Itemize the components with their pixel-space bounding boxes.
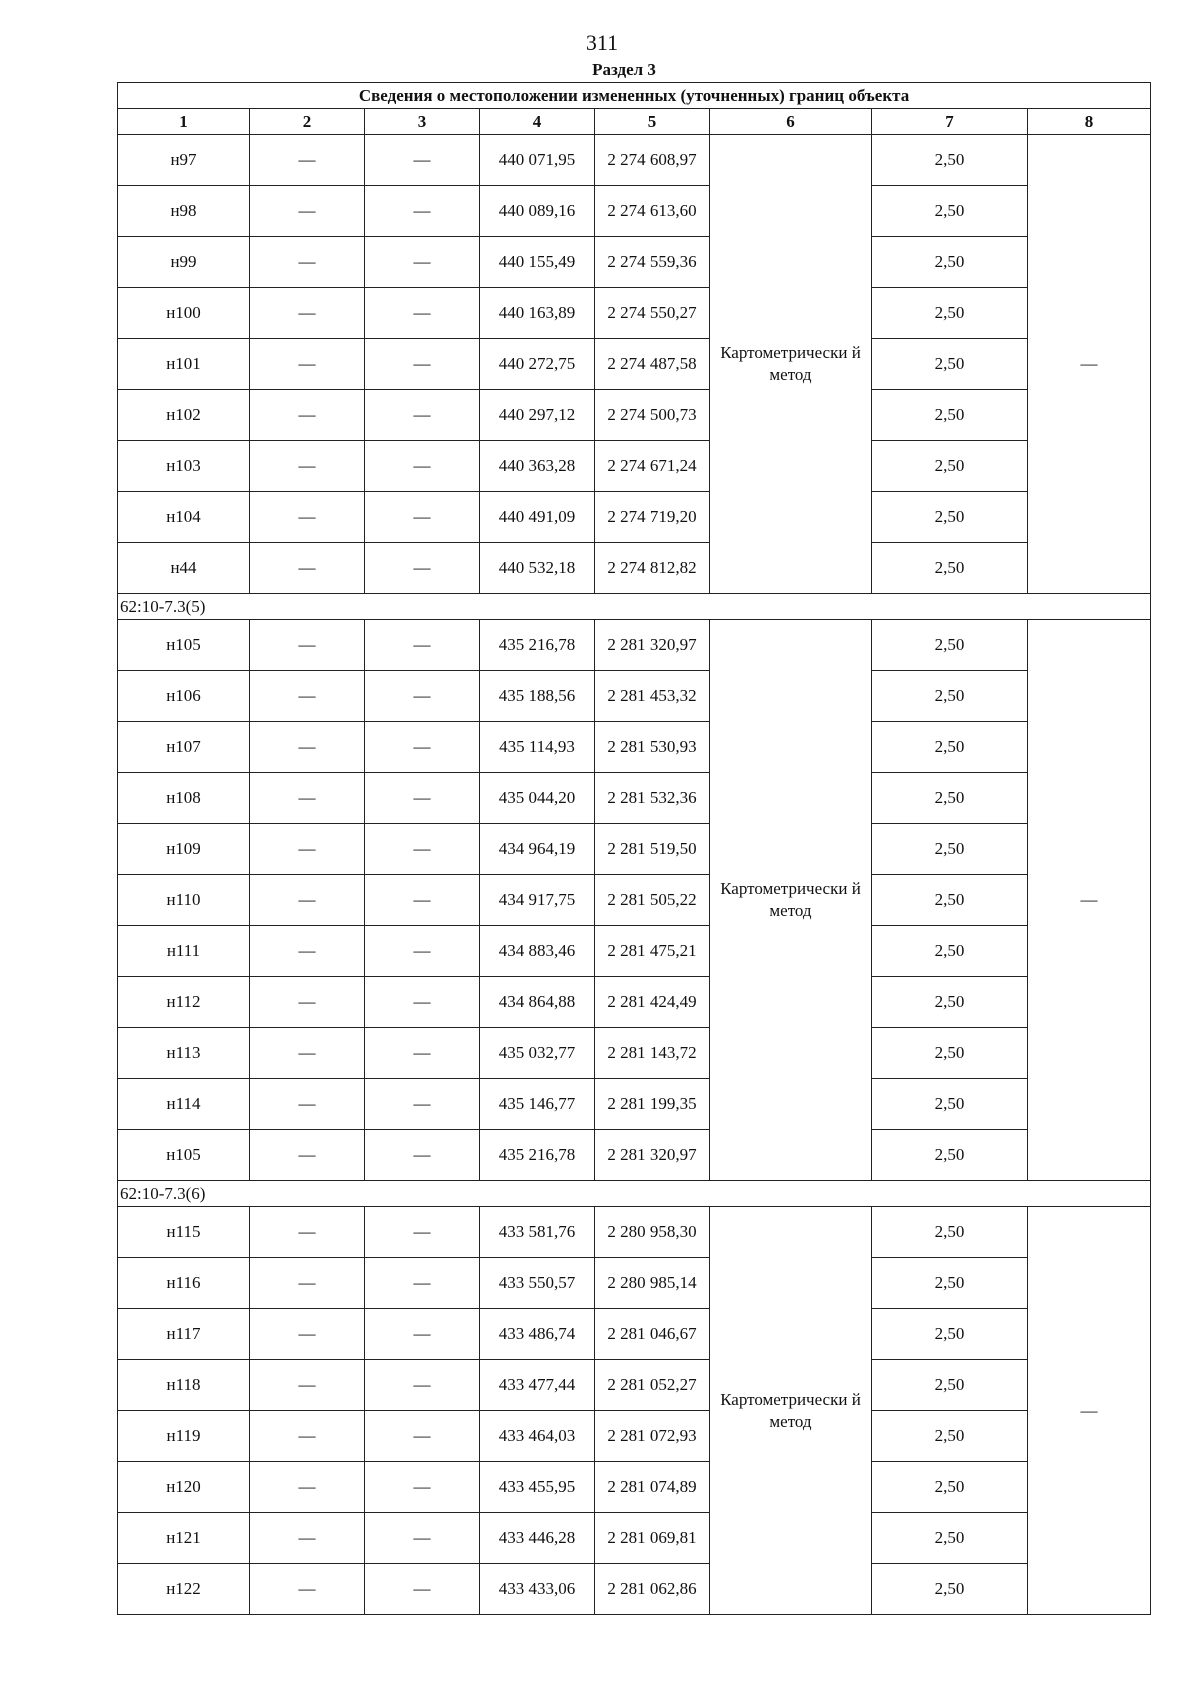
x-coordinate-cell: 435 216,78 [480, 1130, 595, 1181]
x-coordinate-cell: 435 032,77 [480, 1028, 595, 1079]
table-body [118, 135, 1151, 1615]
x-coordinate-cell: 435 216,78 [480, 620, 595, 671]
x-coordinate-cell: 433 581,76 [480, 1207, 595, 1258]
col3-cell: — [365, 1513, 480, 1564]
point-name-cell: н120 [118, 1462, 250, 1513]
precision-cell: 2,50 [872, 1028, 1028, 1079]
col3-cell: — [365, 824, 480, 875]
col3-cell: — [365, 722, 480, 773]
column-number-row [118, 109, 1151, 135]
y-coordinate-cell: 2 274 812,82 [595, 543, 710, 594]
point-name-cell: н116 [118, 1258, 250, 1309]
y-coordinate-cell: 2 281 320,97 [595, 1130, 710, 1181]
col2-cell: — [250, 875, 365, 926]
x-coordinate-cell: 440 363,28 [480, 441, 595, 492]
col2-cell: — [250, 824, 365, 875]
y-coordinate-cell: 2 281 046,67 [595, 1309, 710, 1360]
table-row [118, 977, 1151, 1028]
point-name-cell: н118 [118, 1360, 250, 1411]
point-name-cell: н112 [118, 977, 250, 1028]
point-name-cell: н114 [118, 1079, 250, 1130]
col2-cell: — [250, 1564, 365, 1615]
point-name-cell: н110 [118, 875, 250, 926]
table-row [118, 1130, 1151, 1181]
precision-cell: 2,50 [872, 824, 1028, 875]
precision-cell: 2,50 [872, 135, 1028, 186]
precision-cell: 2,50 [872, 1411, 1028, 1462]
precision-cell: 2,50 [872, 543, 1028, 594]
group-label: 62:10-7.3(6) [118, 1181, 1151, 1207]
column-number: 6 [710, 109, 872, 135]
col2-cell: — [250, 339, 365, 390]
precision-cell: 2,50 [872, 1079, 1028, 1130]
col3-cell: — [365, 1079, 480, 1130]
point-name-cell: н104 [118, 492, 250, 543]
col2-cell: — [250, 1360, 365, 1411]
col3-cell: — [365, 1028, 480, 1079]
table-row [118, 773, 1151, 824]
col8-cell: — [1028, 1207, 1151, 1615]
table-row [118, 1513, 1151, 1564]
col2-cell: — [250, 543, 365, 594]
col3-cell: — [365, 339, 480, 390]
col2-cell: — [250, 441, 365, 492]
y-coordinate-cell: 2 280 985,14 [595, 1258, 710, 1309]
col3-cell: — [365, 441, 480, 492]
col2-cell: — [250, 977, 365, 1028]
precision-cell: 2,50 [872, 288, 1028, 339]
point-name-cell: н115 [118, 1207, 250, 1258]
x-coordinate-cell: 440 089,16 [480, 186, 595, 237]
point-name-cell: н122 [118, 1564, 250, 1615]
point-name-cell: н117 [118, 1309, 250, 1360]
col2-cell: — [250, 1130, 365, 1181]
x-coordinate-cell: 434 864,88 [480, 977, 595, 1028]
col3-cell: — [365, 1564, 480, 1615]
table-row [118, 186, 1151, 237]
table-row [118, 722, 1151, 773]
column-number: 1 [118, 109, 250, 135]
method-cell: Картометрически й метод [710, 620, 872, 1181]
col3-cell: — [365, 926, 480, 977]
point-name-cell: н108 [118, 773, 250, 824]
y-coordinate-cell: 2 274 613,60 [595, 186, 710, 237]
table-row [118, 620, 1151, 671]
col3-cell: — [365, 288, 480, 339]
point-name-cell: н107 [118, 722, 250, 773]
precision-cell: 2,50 [872, 1360, 1028, 1411]
y-coordinate-cell: 2 281 072,93 [595, 1411, 710, 1462]
col2-cell: — [250, 1309, 365, 1360]
table-row [118, 492, 1151, 543]
x-coordinate-cell: 440 163,89 [480, 288, 595, 339]
col2-cell: — [250, 390, 365, 441]
col2-cell: — [250, 288, 365, 339]
precision-cell: 2,50 [872, 1309, 1028, 1360]
point-name-cell: н105 [118, 620, 250, 671]
x-coordinate-cell: 433 486,74 [480, 1309, 595, 1360]
col2-cell: — [250, 671, 365, 722]
point-name-cell: н103 [118, 441, 250, 492]
precision-cell: 2,50 [872, 875, 1028, 926]
x-coordinate-cell: 440 071,95 [480, 135, 595, 186]
col2-cell: — [250, 1079, 365, 1130]
precision-cell: 2,50 [872, 1564, 1028, 1615]
y-coordinate-cell: 2 281 069,81 [595, 1513, 710, 1564]
col3-cell: — [365, 1207, 480, 1258]
point-name-cell: н99 [118, 237, 250, 288]
col3-cell: — [365, 1258, 480, 1309]
point-name-cell: н113 [118, 1028, 250, 1079]
y-coordinate-cell: 2 281 143,72 [595, 1028, 710, 1079]
page-number: 311 [585, 30, 619, 55]
group-label: 62:10-7.3(5) [118, 594, 1151, 620]
precision-cell: 2,50 [872, 620, 1028, 671]
table-row [118, 288, 1151, 339]
table-row [118, 1079, 1151, 1130]
x-coordinate-cell: 433 455,95 [480, 1462, 595, 1513]
point-name-cell: н102 [118, 390, 250, 441]
method-cell: Картометрически й метод [710, 135, 872, 594]
col2-cell: — [250, 1411, 365, 1462]
y-coordinate-cell: 2 281 519,50 [595, 824, 710, 875]
table-row [118, 543, 1151, 594]
precision-cell: 2,50 [872, 1513, 1028, 1564]
y-coordinate-cell: 2 281 320,97 [595, 620, 710, 671]
point-name-cell: н119 [118, 1411, 250, 1462]
y-coordinate-cell: 2 274 500,73 [595, 390, 710, 441]
column-number: 4 [480, 109, 595, 135]
table-row [118, 1207, 1151, 1258]
precision-cell: 2,50 [872, 671, 1028, 722]
col3-cell: — [365, 1360, 480, 1411]
y-coordinate-cell: 2 281 062,86 [595, 1564, 710, 1615]
group-header-row [118, 1181, 1151, 1207]
col3-cell: — [365, 977, 480, 1028]
col2-cell: — [250, 773, 365, 824]
col2-cell: — [250, 1462, 365, 1513]
point-name-cell: н109 [118, 824, 250, 875]
col3-cell: — [365, 135, 480, 186]
col3-cell: — [365, 543, 480, 594]
point-name-cell: н98 [118, 186, 250, 237]
table-row [118, 875, 1151, 926]
precision-cell: 2,50 [872, 773, 1028, 824]
y-coordinate-cell: 2 274 608,97 [595, 135, 710, 186]
col3-cell: — [365, 1462, 480, 1513]
column-number: 7 [872, 109, 1028, 135]
x-coordinate-cell: 434 883,46 [480, 926, 595, 977]
column-number: 8 [1028, 109, 1151, 135]
precision-cell: 2,50 [872, 1258, 1028, 1309]
point-name-cell: н100 [118, 288, 250, 339]
section-title: Раздел 3 [592, 60, 656, 79]
x-coordinate-cell: 433 550,57 [480, 1258, 595, 1309]
y-coordinate-cell: 2 280 958,30 [595, 1207, 710, 1258]
table-row [118, 1411, 1151, 1462]
x-coordinate-cell: 433 464,03 [480, 1411, 595, 1462]
table-row [118, 671, 1151, 722]
table-row [118, 237, 1151, 288]
x-coordinate-cell: 440 532,18 [480, 543, 595, 594]
col2-cell: — [250, 1513, 365, 1564]
col2-cell: — [250, 722, 365, 773]
point-name-cell: н101 [118, 339, 250, 390]
x-coordinate-cell: 435 114,93 [480, 722, 595, 773]
table-row [118, 135, 1151, 186]
y-coordinate-cell: 2 281 532,36 [595, 773, 710, 824]
precision-cell: 2,50 [872, 1207, 1028, 1258]
point-name-cell: н44 [118, 543, 250, 594]
x-coordinate-cell: 440 297,12 [480, 390, 595, 441]
precision-cell: 2,50 [872, 1130, 1028, 1181]
x-coordinate-cell: 440 155,49 [480, 237, 595, 288]
table-row [118, 441, 1151, 492]
col3-cell: — [365, 390, 480, 441]
table-row [118, 1309, 1151, 1360]
col3-cell: — [365, 237, 480, 288]
y-coordinate-cell: 2 274 559,36 [595, 237, 710, 288]
table-row [118, 1258, 1151, 1309]
y-coordinate-cell: 2 281 424,49 [595, 977, 710, 1028]
x-coordinate-cell: 434 917,75 [480, 875, 595, 926]
x-coordinate-cell: 435 188,56 [480, 671, 595, 722]
point-name-cell: н111 [118, 926, 250, 977]
col2-cell: — [250, 620, 365, 671]
method-cell: Картометрически й метод [710, 1207, 872, 1615]
precision-cell: 2,50 [872, 339, 1028, 390]
col3-cell: — [365, 492, 480, 543]
col2-cell: — [250, 237, 365, 288]
y-coordinate-cell: 2 281 530,93 [595, 722, 710, 773]
col3-cell: — [365, 875, 480, 926]
table-row [118, 1462, 1151, 1513]
point-name-cell: н97 [118, 135, 250, 186]
group-header-row [118, 594, 1151, 620]
precision-cell: 2,50 [872, 186, 1028, 237]
col2-cell: — [250, 492, 365, 543]
col8-cell: — [1028, 620, 1151, 1181]
y-coordinate-cell: 2 281 453,32 [595, 671, 710, 722]
table-row [118, 390, 1151, 441]
y-coordinate-cell: 2 274 671,24 [595, 441, 710, 492]
column-number: 3 [365, 109, 480, 135]
y-coordinate-cell: 2 281 505,22 [595, 875, 710, 926]
x-coordinate-cell: 440 272,75 [480, 339, 595, 390]
col3-cell: — [365, 186, 480, 237]
x-coordinate-cell: 434 964,19 [480, 824, 595, 875]
precision-cell: 2,50 [872, 390, 1028, 441]
table-caption: Сведения о местоположении измененных (уточненных) границ объекта [118, 83, 1151, 109]
precision-cell: 2,50 [872, 492, 1028, 543]
precision-cell: 2,50 [872, 237, 1028, 288]
point-name-cell: н106 [118, 671, 250, 722]
y-coordinate-cell: 2 274 550,27 [595, 288, 710, 339]
col3-cell: — [365, 1309, 480, 1360]
x-coordinate-cell: 440 491,09 [480, 492, 595, 543]
precision-cell: 2,50 [872, 441, 1028, 492]
col2-cell: — [250, 186, 365, 237]
precision-cell: 2,50 [872, 977, 1028, 1028]
col3-cell: — [365, 1411, 480, 1462]
boundary-coordinates-table [117, 82, 1151, 1615]
table-row [118, 1360, 1151, 1411]
precision-cell: 2,50 [872, 1462, 1028, 1513]
col3-cell: — [365, 620, 480, 671]
table-row [118, 339, 1151, 390]
point-name-cell: н105 [118, 1130, 250, 1181]
col3-cell: — [365, 1130, 480, 1181]
table-row [118, 1564, 1151, 1615]
x-coordinate-cell: 433 477,44 [480, 1360, 595, 1411]
col2-cell: — [250, 1207, 365, 1258]
y-coordinate-cell: 2 274 487,58 [595, 339, 710, 390]
col2-cell: — [250, 1258, 365, 1309]
x-coordinate-cell: 433 433,06 [480, 1564, 595, 1615]
point-name-cell: н121 [118, 1513, 250, 1564]
y-coordinate-cell: 2 274 719,20 [595, 492, 710, 543]
table-row [118, 926, 1151, 977]
x-coordinate-cell: 435 044,20 [480, 773, 595, 824]
col3-cell: — [365, 773, 480, 824]
x-coordinate-cell: 433 446,28 [480, 1513, 595, 1564]
table-row [118, 824, 1151, 875]
col8-cell: — [1028, 135, 1151, 594]
col2-cell: — [250, 1028, 365, 1079]
y-coordinate-cell: 2 281 074,89 [595, 1462, 710, 1513]
precision-cell: 2,50 [872, 722, 1028, 773]
column-number: 5 [595, 109, 710, 135]
precision-cell: 2,50 [872, 926, 1028, 977]
col2-cell: — [250, 926, 365, 977]
y-coordinate-cell: 2 281 052,27 [595, 1360, 710, 1411]
y-coordinate-cell: 2 281 475,21 [595, 926, 710, 977]
col2-cell: — [250, 135, 365, 186]
y-coordinate-cell: 2 281 199,35 [595, 1079, 710, 1130]
table-row [118, 1028, 1151, 1079]
x-coordinate-cell: 435 146,77 [480, 1079, 595, 1130]
col3-cell: — [365, 671, 480, 722]
column-number: 2 [250, 109, 365, 135]
